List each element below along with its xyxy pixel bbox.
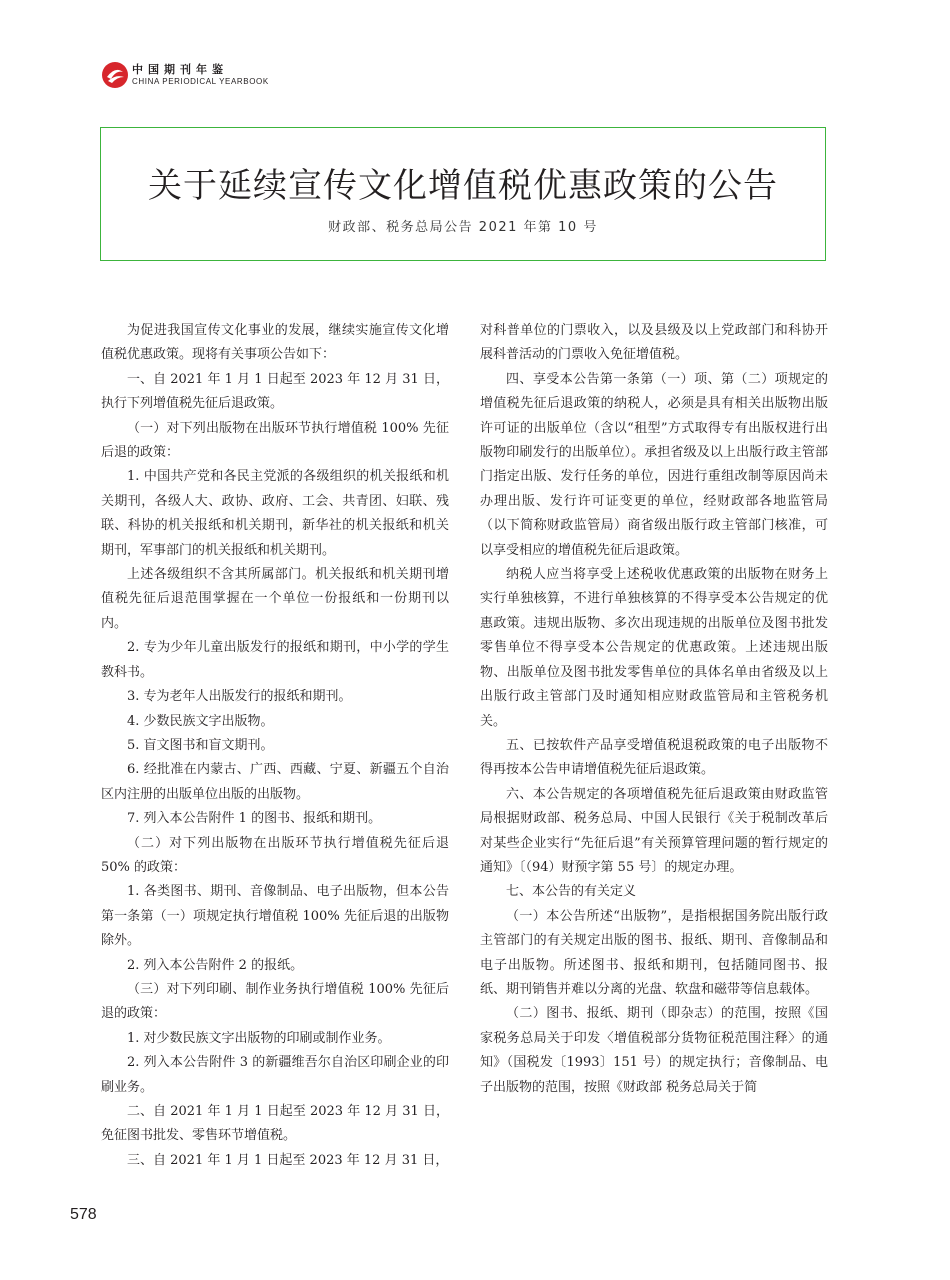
title-frame	[100, 127, 826, 261]
paragraph: 1. 对少数民族文字出版物的印刷或制作业务。	[127, 1030, 391, 1046]
paragraph: 四、享受本公告第一条第（一）项、第（二）项规定的增值税先征后退政策的纳税人，必须是具有相关出版物出版许可证的出版单位（含以“租型”方式取得专有出版权进行出版物印刷发行的出版单位）。承担省级及以上出版行政主管部门指定出版、发行任务的单位，因进行重组改制等原因尚未办理出版、发行许可证变更的单位，经财政部各地监管局（以下简称财政监管局）商省级出版行政主管部门核准，可以享受相应的增值税先征后退政策。	[480, 371, 828, 558]
paragraph: 上述各级组织不含其所属部门。机关报纸和机关期刊增值税先征后退范围掌握在一个单位一份报纸和一份期刊以内。	[101, 567, 449, 631]
paragraph: 4. 少数民族文字出版物。	[127, 713, 274, 729]
paragraph: 2. 专为少年儿童出版发行的报纸和期刊，中小学的学生教科书。	[101, 640, 449, 680]
right-column	[480, 319, 828, 1100]
yearbook-logo-icon	[100, 60, 130, 90]
paragraph: （一）本公告所述“出版物”，是指根据国务院出版行政主管部门的有关规定出版的图书、报纸、期刊、音像制品和电子出版物。所述图书、报纸和期刊，包括随同图书、报纸、期刊销售并难以分离的光盘、软盘和磁带等信息载体。	[480, 908, 828, 997]
paragraph: 三、自 2021 年 1 月 1 日起至 2023 年 12 月 31 日，	[127, 1152, 449, 1168]
paragraph: （二）对下列出版物在出版环节执行增值税先征后退 50% 的政策：	[101, 835, 449, 875]
paragraph: 六、本公告规定的各项增值税先征后退政策由财政监管局根据财政部、税务总局、中国人民银行《关于税制改革后对某些企业实行“先征后退”有关预算管理问题的暂行规定的通知》〔（94）财预字第 55 号〕的规定办理。	[480, 786, 828, 875]
paragraph: 2. 列入本公告附件 2 的报纸。	[127, 957, 304, 973]
paragraph: 1. 中国共产党和各民主党派的各级组织的机关报纸和机关期刊，各级人大、政协、政府、工会、共青团、妇联、残联、科协的机关报纸和机关期刊，新华社的机关报纸和机关期刊，军事部门的机关报纸和机关期刊。	[101, 469, 449, 558]
paragraph: 五、已按软件产品享受增值税退税政策的电子出版物不得再按本公告申请增值税先征后退政策。	[480, 737, 828, 778]
paragraph: （三）对下列印刷、制作业务执行增值税 100% 先征后退的政策：	[101, 981, 449, 1022]
paragraph: 6. 经批准在内蒙古、广西、西藏、宁夏、新疆五个自治区内注册的出版单位出版的出版物。	[101, 762, 449, 802]
brand-chinese-name: 中国期刊年鉴	[132, 63, 228, 76]
paragraph: （二）图书、报纸、期刊（即杂志）的范围，按照《国家税务总局关于印发〈增值税部分货物征税范围注释〉的通知》（国税发〔1993〕151 号）的规定执行；音像制品、电子出版物的范围，按照《财政部 税务总局关于简	[480, 1006, 828, 1095]
article-subtitle: 财政部、税务总局公告 2021 年第 10 号	[328, 220, 598, 235]
paragraph: 二、自 2021 年 1 月 1 日起至 2023 年 12 月 31 日，免征图书批发、零售环节增值税。	[101, 1104, 449, 1144]
paragraph: 七、本公告的有关定义	[506, 884, 637, 900]
paragraph: 为促进我国宣传文化事业的发展，继续实施宣传文化增值税优惠政策。现将有关事项公告如下：	[101, 323, 449, 363]
left-column	[101, 319, 449, 1173]
paragraph: 7. 列入本公告附件 1 的图书、报纸和期刊。	[127, 811, 382, 827]
paragraph: 一、自 2021 年 1 月 1 日起至 2023 年 12 月 31 日，执行下列增值税先征后退政策。	[101, 371, 449, 412]
page-number: 578	[70, 1206, 97, 1223]
paragraph: 5. 盲文图书和盲文期刊。	[127, 737, 274, 753]
paragraph: 1. 各类图书、期刊、音像制品、电子出版物，但本公告第一条第（一）项规定执行增值税 100% 先征后退的出版物除外。	[101, 884, 449, 949]
paragraph: 纳税人应当将享受上述税收优惠政策的出版物在财务上实行单独核算，不进行单独核算的不得享受本公告规定的优惠政策。违规出版物、多次出现违规的出版单位及图书批发零售单位不得享受本公告规定的优惠政策。上述违规出版物、出版单位及图书批发零售单位的具体名单由省级及以上出版行政主管部门及时通知相应财政监管局和主管税务机关。	[480, 567, 828, 729]
brand-english-name: CHINA PERIODICAL YEARBOOK	[132, 77, 269, 86]
paragraph: 2. 列入本公告附件 3 的新疆维吾尔自治区印刷企业的印刷业务。	[101, 1055, 449, 1095]
article-title: 关于延续宣传文化增值税优惠政策的公告	[148, 166, 778, 206]
paragraph-continuation: 对科普单位的门票收入，以及县级及以上党政部门和科协开展科普活动的门票收入免征增值税。	[480, 323, 828, 363]
paragraph: 3. 专为老年人出版发行的报纸和期刊。	[127, 689, 352, 705]
paragraph: （一）对下列出版物在出版环节执行增值税 100% 先征后退的政策：	[101, 420, 449, 461]
